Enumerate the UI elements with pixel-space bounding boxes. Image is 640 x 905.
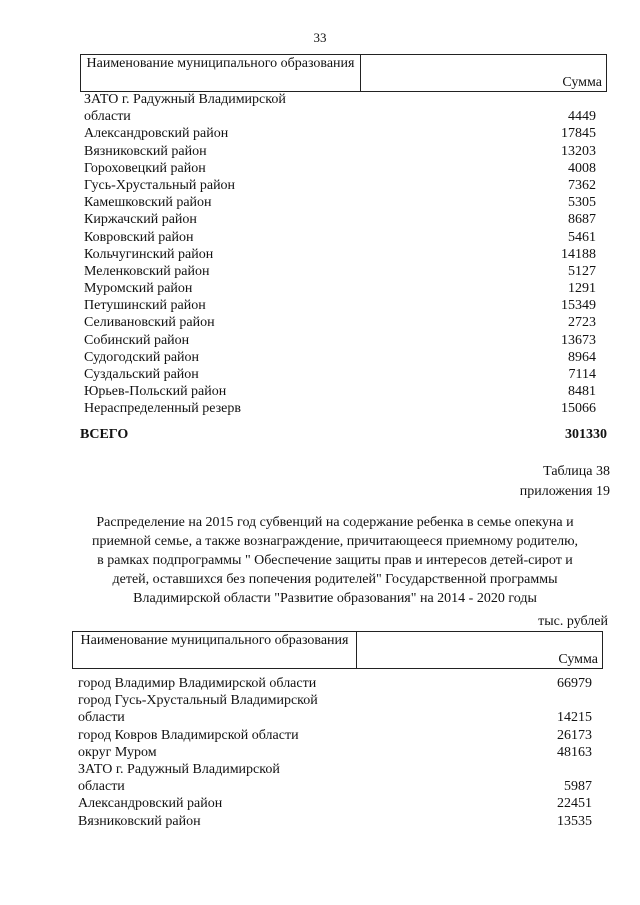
amount-value: 13535: [557, 813, 592, 829]
table-row: [78, 813, 592, 830]
table-row: [84, 263, 596, 280]
table2-title-line4: детей, оставшихся без попечения родителей" Государственной программы: [112, 572, 558, 587]
municipality-name: Кольчугинский район: [84, 246, 214, 262]
table2-header-sum-cell: [357, 632, 602, 668]
table-row: [84, 194, 596, 211]
table1-header: [80, 54, 607, 92]
table1-total-label: ВСЕГО: [80, 427, 129, 442]
municipality-name: Гусь-Хрустальный район: [84, 177, 236, 193]
table-row: [84, 160, 596, 177]
table-row: [84, 280, 596, 297]
amount-value: 26173: [557, 727, 592, 743]
table2-title-line3: в рамках подпрограммы " Обеспечение защиты прав и интересов детей-сирот и: [97, 553, 573, 568]
amount-value: 4449: [568, 109, 596, 125]
amount-value: 15066: [561, 401, 596, 417]
page-number: 33: [313, 30, 327, 45]
amount-value: 7362: [568, 177, 596, 193]
table-row: [78, 744, 592, 761]
table-row: [78, 778, 592, 795]
amount-value: 66979: [557, 676, 592, 691]
municipality-name: Вязниковский район: [78, 813, 201, 829]
table-row: [84, 400, 596, 417]
municipality-name: Камешковский район: [84, 195, 212, 211]
table2-body: [78, 675, 592, 830]
municipality-name: Меленковский район: [84, 263, 210, 279]
table2-title-line2: приемной семье, а также вознаграждение, причитающееся приемному родителю,: [91, 534, 579, 549]
table2-title-line5: Владимирской области "Развитие образования" на 2014 - 2020 годы: [133, 591, 537, 606]
municipality-name: Собинский район: [84, 332, 190, 348]
municipality-name: Петушинский район: [84, 298, 206, 314]
table-row: [84, 91, 596, 108]
table1-header-sum-cell: [361, 55, 606, 91]
table-row: [84, 314, 596, 331]
municipality-name: Селивановский район: [84, 315, 215, 331]
amount-value: 8687: [568, 212, 596, 228]
municipality-name: округ Муром: [78, 744, 157, 760]
table2-caption: [520, 462, 610, 502]
table-row: [84, 366, 596, 383]
table1-header-sum: Сумма: [562, 75, 602, 90]
amount-value: 14215: [557, 710, 592, 726]
table2-header-sum: Сумма: [558, 652, 598, 667]
amount-value: 48163: [557, 744, 592, 760]
amount-value: 8964: [568, 349, 596, 365]
table-row: [78, 692, 592, 709]
amount-value: 4008: [568, 160, 596, 176]
amount-value: 2723: [568, 315, 596, 331]
amount-value: 8481: [568, 384, 596, 400]
municipality-name: Нераспределенный резерв: [84, 401, 241, 417]
municipality-name: Киржачский район: [84, 212, 197, 228]
amount-value: 5461: [568, 229, 596, 245]
table-row: [84, 143, 596, 160]
amount-value: 17845: [561, 126, 596, 142]
amount-value: 5305: [568, 195, 596, 211]
table2-units: тыс. рублей: [538, 614, 608, 629]
table-row: [84, 246, 596, 263]
table-row: [84, 383, 596, 400]
municipality-name: области: [84, 109, 131, 125]
table-row: [78, 761, 592, 778]
amount-value: 5987: [564, 779, 592, 795]
amount-value: 22451: [557, 796, 592, 812]
municipality-name: Ковровский район: [84, 229, 194, 245]
municipality-name: Суздальский район: [84, 367, 199, 382]
municipality-name: город Гусь-Хрустальный Владимирской: [78, 693, 318, 709]
municipality-name: Юрьев-Польский район: [84, 384, 227, 400]
municipality-name: области: [78, 710, 125, 726]
table1-header-name: Наименование муниципального образования: [81, 55, 361, 91]
table-row: [78, 709, 592, 726]
municipality-name: области: [78, 779, 125, 795]
table-row: [84, 108, 596, 125]
table-row: [78, 727, 592, 744]
municipality-name: Муромский район: [84, 281, 193, 297]
municipality-name: ЗАТО г. Радужный Владимирской: [78, 761, 280, 777]
municipality-name: город Ковров Владимирской области: [78, 727, 299, 743]
table2-title: [70, 513, 600, 608]
table-row: [84, 125, 596, 142]
amount-value: 5127: [568, 263, 596, 279]
table-row: [84, 332, 596, 349]
amount-value: 1291: [568, 281, 596, 297]
table-row: [78, 795, 592, 812]
table-row: [78, 675, 592, 692]
amount-value: 14188: [561, 246, 596, 262]
table-row: [84, 177, 596, 194]
table-row: [84, 211, 596, 228]
municipality-name: город Владимир Владимирской области: [78, 676, 317, 691]
amount-value: 13673: [561, 332, 596, 348]
table2-caption-line2: приложения 19: [519, 484, 610, 499]
municipality-name: Судогодский район: [84, 349, 200, 365]
table2-header: [72, 631, 603, 669]
table2-title-line1: Распределение на 2015 год субвенций на содержание ребенка в семье опекуна и: [96, 515, 574, 530]
table-row: [84, 229, 596, 246]
amount-value: 13203: [561, 143, 596, 159]
table1-body: [84, 91, 596, 418]
table2-caption-line1: Таблица 38: [543, 464, 610, 479]
amount-value: 15349: [561, 298, 596, 314]
municipality-name: Вязниковский район: [84, 143, 207, 159]
table2-header-name: Наименование муниципального образования: [73, 632, 357, 668]
table1-total-value: 301330: [565, 427, 607, 442]
municipality-name: Александровский район: [84, 126, 229, 142]
municipality-name: Гороховецкий район: [84, 160, 206, 176]
amount-value: 7114: [568, 367, 596, 382]
municipality-name: ЗАТО г. Радужный Владимирской: [84, 92, 286, 107]
table-row: [84, 297, 596, 314]
municipality-name: Александровский район: [78, 796, 223, 812]
table-row: [84, 349, 596, 366]
